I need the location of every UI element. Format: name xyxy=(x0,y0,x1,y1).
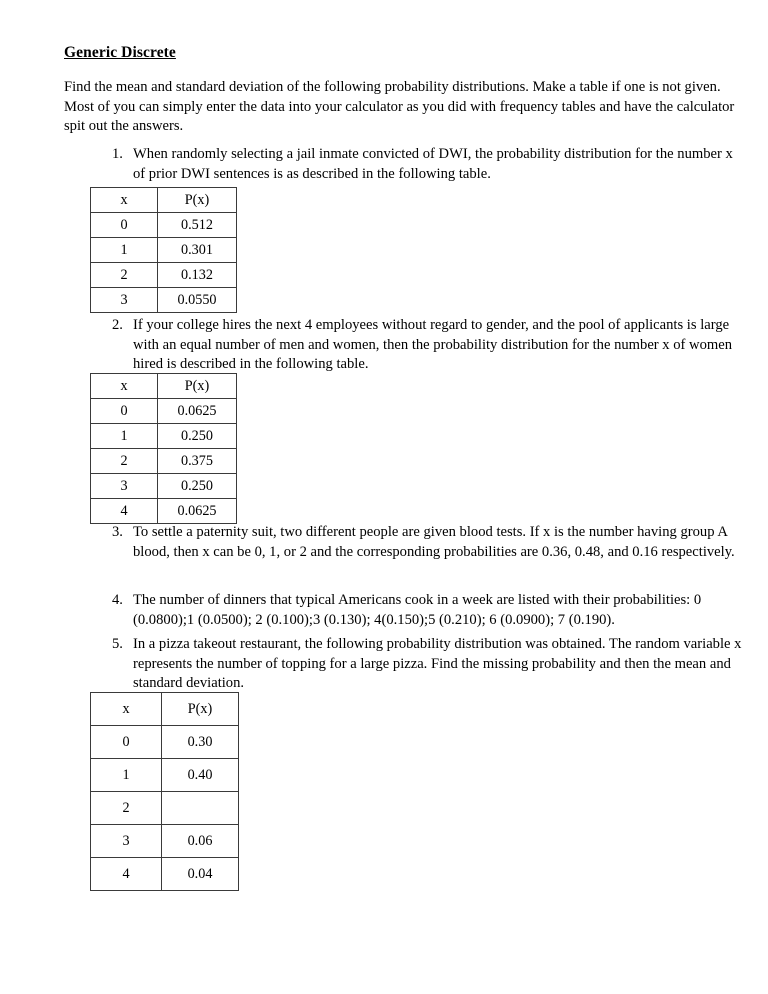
table-row xyxy=(91,424,237,449)
list-item-4-text: The number of dinners that typical Americans cook in a week are listed with their probabilities: 0 (0.0800);1 (0.0500); 2 (0.100);3 (0.130); 4(0.150);5 (0.210); 6 (0.0900); 7 (0.190). xyxy=(133,592,702,628)
cell-px: 0.375 xyxy=(158,449,237,474)
cell-x: 1 xyxy=(91,759,162,792)
list-item-5-number: 5. xyxy=(112,636,123,652)
table-header-row xyxy=(91,188,237,213)
table-row xyxy=(91,825,239,858)
cell-px: 0.512 xyxy=(158,213,237,238)
cell-px: 0.0625 xyxy=(158,499,237,524)
header-cell-px: P(x) xyxy=(158,188,237,213)
intro-paragraph: Find the mean and standard deviation of the following probability distributions. Make a table if one is not given. Most of you can simply enter the data into your calculator as you did with frequency tables and have the calculator spit out the answers. xyxy=(64,79,735,134)
cell-px: 0.04 xyxy=(162,858,239,891)
cell-x: 0 xyxy=(91,399,158,424)
cell-x: 1 xyxy=(91,238,158,263)
list-item-4 xyxy=(112,591,742,630)
table-row xyxy=(91,449,237,474)
cell-x: 1 xyxy=(91,424,158,449)
cell-px: 0.301 xyxy=(158,238,237,263)
list-item-1-text: When randomly selecting a jail inmate convicted of DWI, the probability distribution for the number x of prior DWI sentences is as described in the following table. xyxy=(133,146,733,182)
cell-px: 0.250 xyxy=(158,474,237,499)
table-row xyxy=(91,726,239,759)
table-row xyxy=(91,759,239,792)
cell-px-empty xyxy=(162,792,239,825)
cell-x: 4 xyxy=(91,499,158,524)
cell-px: 0.132 xyxy=(158,263,237,288)
table-row xyxy=(91,499,237,524)
list-item-5 xyxy=(112,635,742,694)
list-item-3-text: To settle a paternity suit, two different people are given blood tests. If x is the number having group A blood, then x can be 0, 1, or 2 and the corresponding probabilities are 0.36, 0.48, and 0.16 respectively. xyxy=(133,524,735,560)
header-cell-x: x xyxy=(91,188,158,213)
table-row xyxy=(91,263,237,288)
header-cell-x: x xyxy=(91,693,162,726)
table-row xyxy=(91,288,237,313)
cell-px: 0.0550 xyxy=(158,288,237,313)
cell-x: 2 xyxy=(91,792,162,825)
list-item-4-number: 4. xyxy=(112,592,123,608)
table-header-row xyxy=(91,374,237,399)
probability-table-2 xyxy=(90,373,237,524)
table-row xyxy=(91,474,237,499)
probability-table-1 xyxy=(90,187,237,313)
cell-px: 0.06 xyxy=(162,825,239,858)
cell-px: 0.250 xyxy=(158,424,237,449)
header-cell-x: x xyxy=(91,374,158,399)
header-cell-px: P(x) xyxy=(162,693,239,726)
table-row xyxy=(91,858,239,891)
cell-x: 0 xyxy=(91,726,162,759)
cell-px: 0.30 xyxy=(162,726,239,759)
table-row xyxy=(91,399,237,424)
list-item-3-number: 3. xyxy=(112,524,123,540)
list-item-1-number: 1. xyxy=(112,146,123,162)
table-row xyxy=(91,213,237,238)
table-row xyxy=(91,792,239,825)
list-item-3 xyxy=(112,523,742,562)
table-header-row xyxy=(91,693,239,726)
header-cell-px: P(x) xyxy=(158,374,237,399)
list-item-2-text: If your college hires the next 4 employees without regard to gender, and the pool of applicants is large with an equal number of men and women, then the probability distribution for the number x of women hired is described in the following table. xyxy=(133,317,733,372)
list-item-2-number: 2. xyxy=(112,317,123,333)
list-item-2 xyxy=(112,316,742,375)
cell-x: 0 xyxy=(91,213,158,238)
page-title: Generic Discrete xyxy=(64,44,176,61)
cell-x: 4 xyxy=(91,858,162,891)
cell-x: 2 xyxy=(91,449,158,474)
probability-table-5 xyxy=(90,692,239,891)
cell-x: 3 xyxy=(91,825,162,858)
table-row xyxy=(91,238,237,263)
cell-x: 3 xyxy=(91,288,158,313)
list-item-5-text: In a pizza takeout restaurant, the following probability distribution was obtained. The random variable x represents the number of topping for a large pizza. Find the missing probability and then the mean and standard deviation. xyxy=(133,636,742,691)
cell-x: 2 xyxy=(91,263,158,288)
cell-px: 0.0625 xyxy=(158,399,237,424)
list-item-1 xyxy=(112,145,742,184)
cell-px: 0.40 xyxy=(162,759,239,792)
cell-x: 3 xyxy=(91,474,158,499)
